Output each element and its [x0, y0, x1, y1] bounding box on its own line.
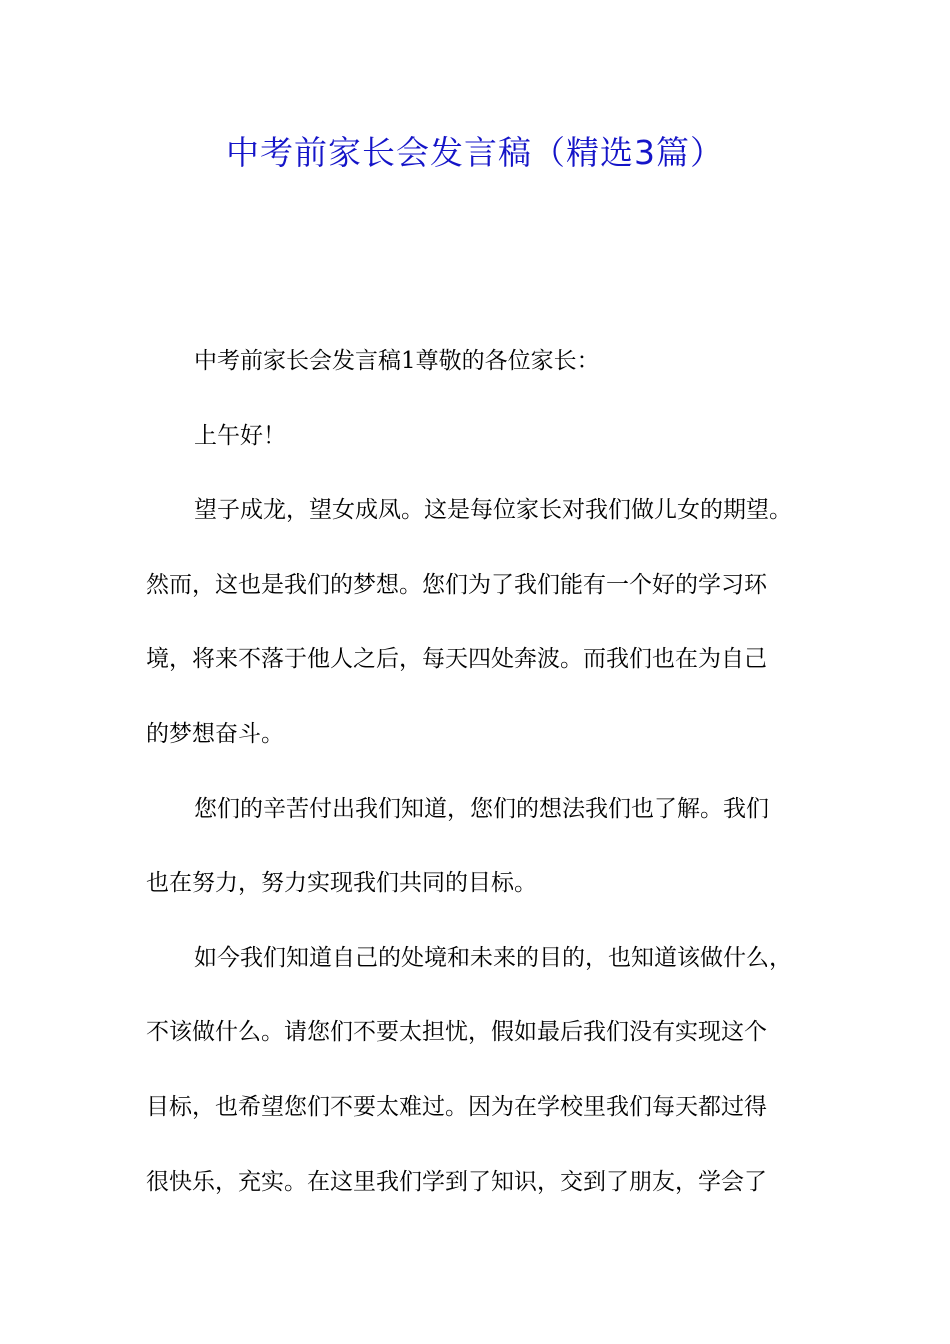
paragraph-line: 境，将来不落于他人之后，每天四处奔波。而我们也在为自己: [146, 646, 767, 673]
paragraph-line: 的梦想奋斗。: [146, 720, 284, 747]
paragraph-line: 不该做什么。请您们不要太担忧，假如最后我们没有实现这个: [146, 1019, 767, 1046]
document-body: [146, 337, 816, 1232]
paragraph-line: 如今我们知道自己的处境和未来的目的，也知道该做什么，: [194, 944, 792, 971]
paragraph-line: 也在努力，努力实现我们共同的目标。: [146, 870, 537, 897]
paragraph-line: 上午好！: [194, 422, 286, 449]
paragraph-line: 目标，也希望您们不要太难过。因为在学校里我们每天都过得: [146, 1093, 767, 1120]
paragraph-line: 望子成龙，望女成凤。这是每位家长对我们做儿女的期望。: [194, 497, 792, 524]
document-title: 中考前家长会发言稿（精选3篇）: [226, 133, 724, 172]
paragraph-line: 您们的辛苦付出我们知道，您们的想法我们也了解。我们: [194, 795, 769, 822]
paragraph-line: 中考前家长会发言稿1尊敬的各位家长：: [194, 348, 600, 374]
paragraph-line: 然而，这也是我们的梦想。您们为了我们能有一个好的学习环: [146, 571, 767, 598]
paragraph-line: 很快乐，充实。在这里我们学到了知识，交到了朋友，学会了: [146, 1168, 767, 1195]
